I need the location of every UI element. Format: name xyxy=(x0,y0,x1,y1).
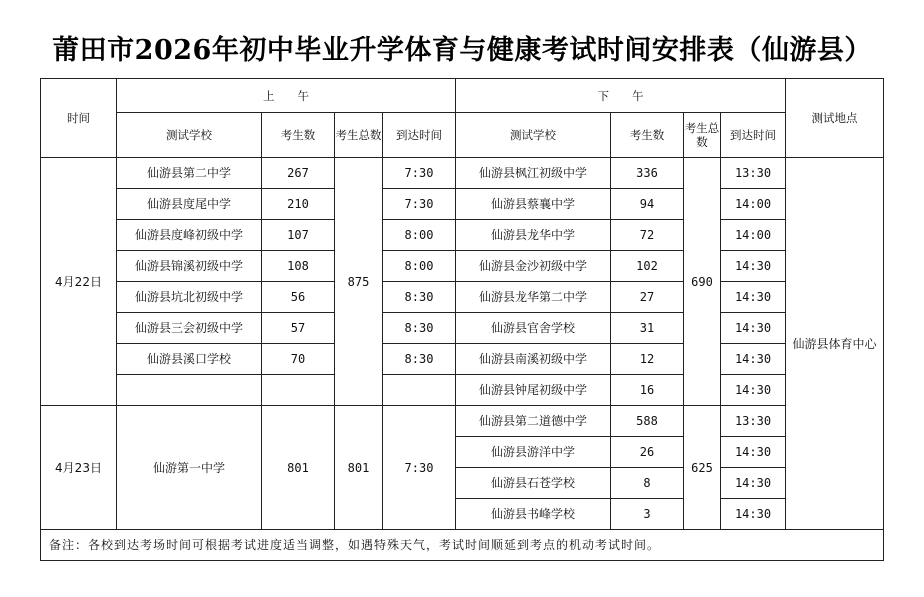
pm-count: 102 xyxy=(611,251,684,282)
am-school: 仙游第一中学 xyxy=(117,406,262,530)
pm-school: 仙游县蔡襄中学 xyxy=(456,189,611,220)
am-count: 267 xyxy=(262,158,335,189)
pm-school: 仙游县枫江初级中学 xyxy=(456,158,611,189)
pm-time: 14:30 xyxy=(721,282,786,313)
pm-time: 14:00 xyxy=(721,189,786,220)
am-school: 仙游县度峰初级中学 xyxy=(117,220,262,251)
am-total-header: 考生总数 xyxy=(335,113,383,158)
am-school: 仙游县坑北初级中学 xyxy=(117,282,262,313)
pm-count: 588 xyxy=(611,406,684,437)
am-school: 仙游县锦溪初级中学 xyxy=(117,251,262,282)
table-row xyxy=(41,406,884,437)
pm-time: 14:30 xyxy=(721,251,786,282)
pm-school: 仙游县石苍学校 xyxy=(456,468,611,499)
am-count-header: 考生数 xyxy=(262,113,335,158)
pm-school: 仙游县官舍学校 xyxy=(456,313,611,344)
pm-total: 690 xyxy=(684,158,721,406)
am-time: 7:30 xyxy=(383,189,456,220)
table-row xyxy=(41,251,884,282)
am-count: 56 xyxy=(262,282,335,313)
am-school: 仙游县第二中学 xyxy=(117,158,262,189)
pm-total: 625 xyxy=(684,406,721,530)
am-time: 8:00 xyxy=(383,251,456,282)
am-school: 仙游县度尾中学 xyxy=(117,189,262,220)
pm-time: 14:30 xyxy=(721,313,786,344)
pm-school: 仙游县金沙初级中学 xyxy=(456,251,611,282)
table-row xyxy=(41,282,884,313)
pm-count: 16 xyxy=(611,375,684,406)
pm-time: 14:30 xyxy=(721,499,786,530)
am-time: 7:30 xyxy=(383,406,456,530)
table-row xyxy=(41,158,884,189)
morning-header: 上 午 xyxy=(117,79,456,113)
pm-school: 仙游县龙华中学 xyxy=(456,220,611,251)
pm-school: 仙游县南溪初级中学 xyxy=(456,344,611,375)
pm-school: 仙游县龙华第二中学 xyxy=(456,282,611,313)
pm-count-header: 考生数 xyxy=(611,113,684,158)
am-count-empty xyxy=(262,375,335,406)
pm-time: 14:30 xyxy=(721,344,786,375)
am-count: 70 xyxy=(262,344,335,375)
location-cell: 仙游县体育中心 xyxy=(786,158,884,530)
table-row xyxy=(41,220,884,251)
pm-time: 14:30 xyxy=(721,468,786,499)
schedule-table xyxy=(40,78,884,561)
am-time: 8:30 xyxy=(383,344,456,375)
am-school-empty xyxy=(117,375,262,406)
pm-school: 仙游县钟尾初级中学 xyxy=(456,375,611,406)
table-row xyxy=(41,313,884,344)
am-time-empty xyxy=(383,375,456,406)
am-time: 7:30 xyxy=(383,158,456,189)
pm-time: 14:00 xyxy=(721,220,786,251)
pm-time: 14:30 xyxy=(721,437,786,468)
am-count: 210 xyxy=(262,189,335,220)
am-total: 875 xyxy=(335,158,383,406)
am-school-header: 测试学校 xyxy=(117,113,262,158)
pm-time: 13:30 xyxy=(721,406,786,437)
am-time: 8:30 xyxy=(383,313,456,344)
pm-school: 仙游县第二道德中学 xyxy=(456,406,611,437)
pm-school: 仙游县书峰学校 xyxy=(456,499,611,530)
am-count: 801 xyxy=(262,406,335,530)
am-count: 57 xyxy=(262,313,335,344)
am-time: 8:00 xyxy=(383,220,456,251)
table-row xyxy=(41,344,884,375)
header-row-2 xyxy=(41,113,884,158)
am-time: 8:30 xyxy=(383,282,456,313)
date-cell: 4月23日 xyxy=(41,406,117,530)
pm-school: 仙游县游洋中学 xyxy=(456,437,611,468)
am-school: 仙游县溪口学校 xyxy=(117,344,262,375)
am-total: 801 xyxy=(335,406,383,530)
pm-count: 31 xyxy=(611,313,684,344)
pm-total-header: 考生总数 xyxy=(684,113,721,158)
afternoon-header: 下 午 xyxy=(456,79,786,113)
location-header: 测试地点 xyxy=(786,79,884,158)
pm-school-header: 测试学校 xyxy=(456,113,611,158)
am-school: 仙游县三会初级中学 xyxy=(117,313,262,344)
header-row-1 xyxy=(41,79,884,113)
am-count: 107 xyxy=(262,220,335,251)
am-arrive-header: 到达时间 xyxy=(383,113,456,158)
pm-count: 27 xyxy=(611,282,684,313)
pm-time: 14:30 xyxy=(721,375,786,406)
pm-arrive-header: 到达时间 xyxy=(721,113,786,158)
table-row xyxy=(41,189,884,220)
pm-count: 12 xyxy=(611,344,684,375)
time-header: 时间 xyxy=(41,79,117,158)
note-text: 备注：各校到达考场时间可根据考试进度适当调整，如遇特殊天气，考试时间顺延到考点的机动考试时间。 xyxy=(41,530,884,561)
pm-count: 72 xyxy=(611,220,684,251)
page-title: 莆田市2026年初中毕业升学体育与健康考试时间安排表（仙游县） xyxy=(52,35,872,66)
table-row xyxy=(41,375,884,406)
am-count: 108 xyxy=(262,251,335,282)
pm-count: 26 xyxy=(611,437,684,468)
pm-count: 94 xyxy=(611,189,684,220)
pm-time: 13:30 xyxy=(721,158,786,189)
pm-count: 336 xyxy=(611,158,684,189)
note-row xyxy=(41,530,884,561)
pm-count: 3 xyxy=(611,499,684,530)
date-cell: 4月22日 xyxy=(41,158,117,406)
pm-count: 8 xyxy=(611,468,684,499)
